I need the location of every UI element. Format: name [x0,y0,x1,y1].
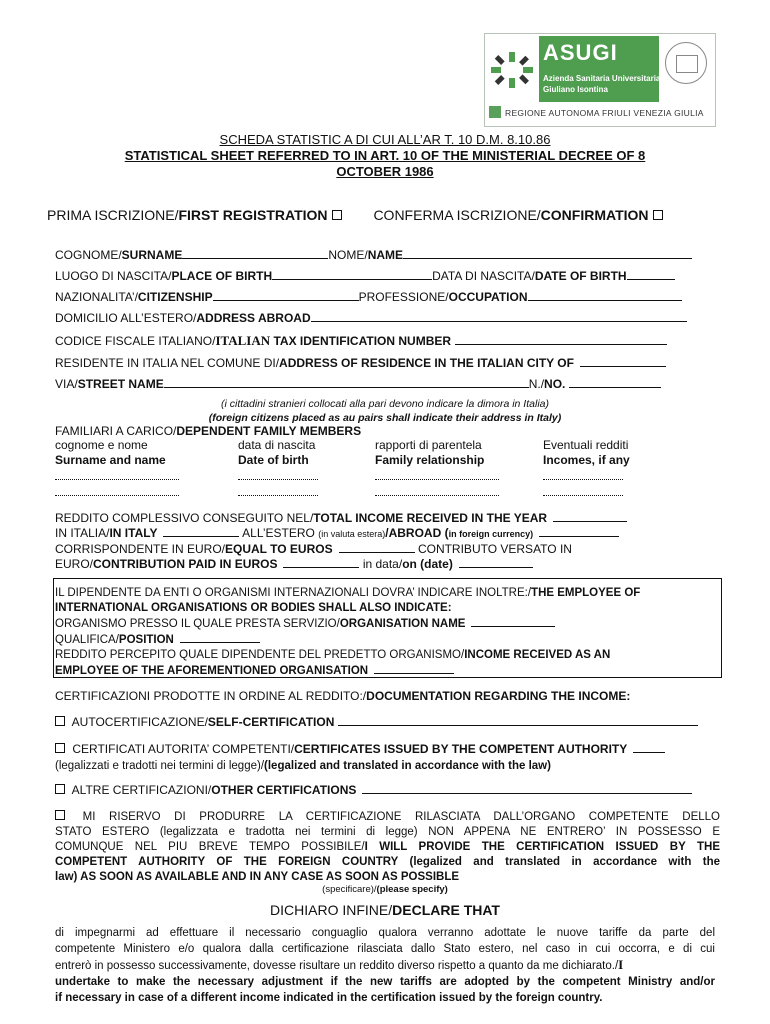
region-seal-icon [665,42,707,84]
reserve-certification-checkbox[interactable] [55,810,65,820]
tax-id-field[interactable] [455,334,667,345]
tax-id-row: CODICE FISCALE ITALIANO/ITALIAN TAX IDENTIFICATION NUMBER [55,334,667,348]
residence-city-field[interactable] [580,356,666,367]
address-abroad-row: DOMICILIO ALL’ESTERO/ADDRESS ABROAD [55,311,687,325]
authority-certificates-field[interactable] [633,742,665,753]
family-dob-field[interactable] [238,485,318,496]
other-certifications-field[interactable] [362,783,692,794]
asugi-logo [484,33,716,127]
family-header-it: cognome e nome data di nascita rapporti di parentela Eventuali redditi [55,438,629,452]
family-row-1 [55,469,715,485]
asugi-star-icon [489,50,535,90]
family-dob-field[interactable] [238,469,318,480]
confirmation-checkbox[interactable] [653,210,663,220]
residence-row: RESIDENTE IN ITALIA NEL COMUNE DI/ADDRESS OF RESIDENCE IN THE ITALIAN CITY OF [55,356,666,370]
authority-certificates-note: (legalizzati e tradotti nei termini di legge)/(legalized and translated in accordance with the law) [55,760,551,772]
self-certification-field[interactable] [338,715,698,726]
authority-certificates-row: CERTIFICATI AUTORITA’ COMPETENTI/CERTIFICATES ISSUED BY THE COMPETENT AUTHORITY [55,742,665,756]
form-title [0,133,770,179]
citizenship-field[interactable] [213,290,359,301]
other-certifications-checkbox[interactable] [55,784,65,794]
title-italian: SCHEDA STATISTIC A DI CUI ALL’AR T. 10 D.M. 8.10.86 [219,132,551,147]
title-english-2: OCTOBER 1986 [336,164,434,179]
surname-name-row: COGNOME/SURNAME NOME/NAME [55,248,692,262]
self-certification-checkbox[interactable] [55,716,65,726]
family-table [55,438,715,501]
surname-field[interactable] [182,248,328,259]
occupation-field[interactable] [528,290,682,301]
street-name-field[interactable] [164,377,529,388]
logo-subtitle-2: Giuliano Isontina [543,85,608,94]
international-employee-section: IL DIPENDENTE DA ENTI O ORGANISMI INTERNAZIONALI DOVRA’ INDICARE INOLTRE:/THE EMPLOYEE OF INTERNATIONAL ORGANISATIONS OR BODIES SHALL ALSO INDICATE: ORGANISMO PRESSO IL QUALE PRESTA SERVIZIO/ORGANISATION NAME QUALIFICA/POSITION REDDITO PERCEPITO QUALE DIPENDENTE DEL PREDETTO ORGANISMO/INCOME RECEIVED AS AN EMPLOYEE OF THE AFOREMENTIONED ORGANISATION [55,587,641,677]
citizenship-row: NAZIONALITA’/CITIZENSHIP PROFESSIONE/OCCUPATION [55,290,682,304]
authority-certificates-checkbox[interactable] [55,743,65,753]
title-english: STATISTICAL SHEET REFERRED TO IN ART. 10 OF THE MINISTERIAL DECREE OF 8 [124,148,646,163]
other-certifications-row: ALTRE CERTIFICAZIONI/OTHER CERTIFICATIONS [55,783,692,797]
family-name-field[interactable] [55,469,179,480]
position-field[interactable] [180,632,260,643]
declaration-text: di impegnarmi ad effettuare il necessario conguaglio qualora verranno adottate le nuove tariffe da parte del competente Ministero e/o qualora dalla certificazione rilasciata dallo Stato estero, nel caso in cui occorra, e di cui entrerò in possesso successivamente, dovesse risultare un reddito diverso rispetto a quanto da me dichiarato./I undertake to make the necessary adjustment if the new tariffs are adopted by the competent Ministry and/or if necessary in case of a different income indicated in the certification issued by the foreign country. [55,927,715,1004]
income-euros-field[interactable] [339,542,415,553]
family-relationship-field[interactable] [375,469,499,480]
street-number-field[interactable] [569,377,661,388]
income-italy-field[interactable] [163,526,239,537]
contribution-date-field[interactable] [459,557,533,568]
birth-row: LUOGO DI NASCITA/PLACE OF BIRTH DATA DI NASCITA/DATE OF BIRTH [55,269,675,283]
organisation-income-field[interactable] [374,663,454,674]
name-field[interactable] [403,248,692,259]
street-row: VIA/STREET NAME N./NO. [55,377,661,391]
date-of-birth-field[interactable] [627,269,675,280]
please-specify: (specificare)/(please specify) [322,884,448,895]
family-income-field[interactable] [543,485,623,496]
first-registration-checkbox[interactable] [332,210,342,220]
family-title: FAMILIARI A CARICO/DEPENDENT FAMILY MEMBERS [55,424,362,438]
family-income-field[interactable] [543,469,623,480]
income-year-field[interactable] [553,511,627,522]
declare-title: DICHIARO INFINE/DECLARE THAT [270,902,500,918]
self-certification-row: AUTOCERTIFICAZIONE/SELF-CERTIFICATION [55,715,698,729]
au-pair-note: (i cittadini stranieri collocati alla pari devono indicare la dimora in Italia) (foreign citizens placed as au pairs shall indicate their address in Italy) [208,398,562,424]
region-mark-icon [489,106,501,118]
logo-region: REGIONE AUTONOMA FRIULI VENEZIA GIULIA [505,108,704,118]
income-section: REDDITO COMPLESSIVO CONSEGUITO NEL/TOTAL INCOME RECEIVED IN THE YEAR IN ITALIA/IN ITALY ALL’ESTERO (in valuta estera)/ABROAD (in foreign currency) CORRISPONDENTE IN EURO/EQUAL TO EUROS CONTRIBUTO VERSATO IN EURO/CONTRIBUTION PAID IN EUROS in data/on (date) [55,511,725,571]
family-name-field[interactable] [55,485,179,496]
place-of-birth-field[interactable] [272,269,432,280]
reserve-certification-section: MI RISERVO DI PRODURRE LA CERTIFICAZIONE RILASCIATA DALL’ORGANO COMPETENTE DELLO STATO ESTERO (legalizzata e tradotta nei termini di legge) NON APPENA NE ENTRERO’ IN POSSESSO E COMUNQUE NEL PIU BREVE TEMPO POSSIBILE/I WILL PROVIDE THE CERTIFICATION ISSUED BY THE COMPETENT AUTHORITY OF THE FOREIGN COUNTRY (legalized and translated in accordance with the law) AS SOON AS AVAILABLE AND IN ANY CASE AS SOON AS POSSIBLE [55,811,720,883]
logo-subtitle-1: Azienda Sanitaria Universitaria [543,74,661,83]
family-header-en: Surname and name Date of birth Family relationship Incomes, if any [55,453,630,467]
documentation-title: CERTIFICAZIONI PRODOTTE IN ORDINE AL REDDITO:/DOCUMENTATION REGARDING THE INCOME: [55,689,631,703]
family-row-2 [55,485,715,501]
address-abroad-field[interactable] [311,311,687,322]
family-relationship-field[interactable] [375,485,499,496]
registration-row: PRIMA ISCRIZIONE/FIRST REGISTRATION CONFERMA ISCRIZIONE/CONFIRMATION [47,208,667,222]
income-abroad-field[interactable] [539,526,619,537]
logo-wordmark: ASUGI [543,40,618,65]
contribution-field[interactable] [283,557,359,568]
organisation-name-field[interactable] [471,616,555,627]
